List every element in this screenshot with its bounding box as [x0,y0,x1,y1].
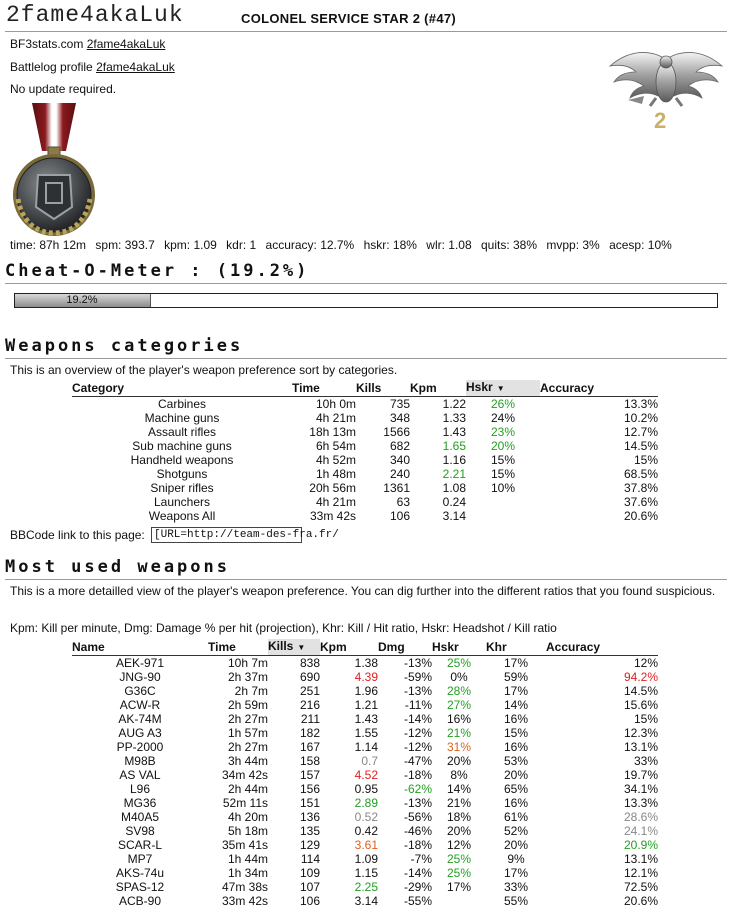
weapon-hskr: 25% [446,656,472,670]
weapon-kpm: 4.39 [354,670,378,684]
category-name: Weapons All [148,509,216,523]
weapon-time: 2h 27m [227,740,268,754]
category-accuracy: 68.5% [623,467,658,481]
weapon-time: 4h 20m [227,810,268,824]
weapon-name: PP-2000 [116,740,164,754]
summary-stats [10,238,678,252]
weapon-time: 2h 44m [227,782,268,796]
weapon-kpm: 3.14 [354,894,378,908]
weapon-kills: 114 [300,852,320,866]
weapon-hskr: 25% [446,866,472,880]
stat-accuracy: accuracy: 12.7% [265,238,355,252]
weapon-hskr [432,894,486,908]
weapon-time: 1h 57m [227,726,268,740]
weapon-kills: 157 [299,768,320,782]
category-kills: 348 [389,411,410,425]
weapon-kills: 182 [299,726,320,740]
weapon-row [72,656,658,671]
weapon-dmg: -47% [403,754,432,768]
weapon-accuracy: 28.6% [623,810,658,824]
category-time: 18h 13m [309,425,356,439]
weapon-kpm: 1.14 [354,740,378,754]
weapon-kpm: 0.42 [354,824,378,838]
category-hskr: 24% [490,411,516,425]
weapon-time: 34m 42s [221,768,268,782]
weapon-kpm: 0.95 [354,782,378,796]
category-kills: 735 [389,397,410,411]
weapon-row [72,768,658,782]
category-kpm: 1.16 [442,453,466,467]
category-accuracy: 37.8% [623,481,658,495]
category-row [72,411,658,425]
cheat-meter-bar [14,293,718,308]
weapon-name: MG36 [123,796,157,810]
col-accuracy[interactable]: Accuracy [546,639,658,656]
weapon-accuracy: 13.1% [623,740,658,754]
weapon-hskr: 21% [446,726,472,740]
stat-kdr: kdr: 1 [226,238,257,252]
weapon-row [72,838,658,852]
battlelog-link[interactable]: 2fame4akaLuk [96,60,175,74]
weapon-kills: 136 [299,810,320,824]
rank-title: COLONEL SERVICE STAR 2 (#47) [241,11,457,26]
weapon-kpm: 1.38 [354,656,378,670]
weapon-khr: 52% [503,824,529,838]
category-kpm: 1.65 [442,439,466,453]
category-row [72,425,658,439]
weapon-kills: 216 [299,698,320,712]
weapon-khr: 17% [503,866,529,880]
weapon-name: SPAS-12 [115,880,165,894]
weapon-dmg: -13% [403,796,432,810]
weapon-dmg: -56% [403,810,432,824]
weapon-accuracy: 13.1% [623,852,658,866]
weapon-kills: 109 [299,866,320,880]
category-kills: 1566 [383,425,410,439]
weapon-hskr: 21% [446,796,472,810]
weapon-dmg: -14% [403,866,432,880]
weapon-row [72,740,658,754]
category-accuracy: 15% [633,453,658,467]
category-name: Carbines [157,397,207,411]
category-accuracy: 10.2% [623,411,658,425]
weapon-name: SCAR-L [117,838,162,852]
category-accuracy: 12.7% [623,425,658,439]
weapon-hskr: 8% [450,768,468,782]
weapon-khr: 15% [503,726,529,740]
weapon-khr: 20% [503,838,529,852]
col-kills[interactable] [268,639,320,656]
weapon-row [72,866,658,880]
most-used-table [72,639,658,908]
weapon-row [72,880,658,894]
stat-kpm: kpm: 1.09 [164,238,217,252]
weapon-accuracy: 94.2% [623,670,658,684]
weapon-dmg: -29% [403,880,432,894]
sort-caret-icon: ▼ [297,643,306,652]
weapon-time: 35m 41s [221,838,268,852]
category-hskr: 15% [490,467,516,481]
weapon-row [72,754,658,768]
weapon-accuracy: 12.1% [623,866,658,880]
weapon-name: SV98 [125,824,155,838]
category-accuracy: 37.6% [623,495,658,509]
weapon-time: 2h 37m [227,670,268,684]
category-row [72,467,658,481]
weapon-accuracy: 24.1% [623,824,658,838]
weapon-hskr: 27% [446,698,472,712]
battlelog-line [10,60,175,74]
weapon-kpm: 1.09 [354,852,378,866]
col-category[interactable]: Category [72,380,177,397]
weapon-row [72,824,658,838]
weapons-header-row [72,639,658,656]
category-accuracy: 14.5% [623,439,658,453]
weapon-hskr: 12% [446,838,472,852]
weapon-khr: 16% [503,796,529,810]
weapon-khr: 17% [503,656,529,670]
col-name[interactable]: Name [72,639,142,656]
weapon-accuracy: 13.3% [623,796,658,810]
weapon-row [72,796,658,810]
category-kpm: 0.24 [442,495,466,509]
category-row [72,495,658,509]
weapon-row [72,782,658,796]
weapon-dmg: -55% [403,894,432,908]
category-row [72,481,658,495]
category-name: Launchers [153,495,211,509]
weapon-row [72,810,658,824]
weapon-khr: 59% [503,670,529,684]
category-time: 10h 0m [315,397,356,411]
weapon-row [72,726,658,740]
category-kpm: 1.22 [442,397,466,411]
weapon-kpm: 4.52 [354,768,378,782]
weapon-row [72,712,658,726]
weapon-time: 52m 11s [222,796,268,810]
weapon-khr: 16% [503,740,529,754]
header-divider [5,31,727,32]
weapon-accuracy: 72.5% [623,880,658,894]
category-kills: 106 [389,509,410,523]
weapon-row [72,698,658,712]
most-used-legend: Kpm: Kill per minute, Dmg: Damage % per hit (projection), Khr: Kill / Hit ratio, Hskr: Headshot / Kill ratio [10,621,557,635]
weapon-accuracy: 19.7% [623,768,658,782]
weapon-kpm: 1.21 [354,698,378,712]
weapon-accuracy: 33% [633,754,658,768]
stat-hskr: hskr: 18% [363,238,417,252]
weapon-dmg: -59% [403,670,432,684]
category-name: Handheld weapons [130,453,234,467]
category-time: 4h 21m [315,495,356,509]
weapons-categories-description: This is an overview of the player's weapon preference sort by categories. [10,363,398,377]
bf3stats-line [10,37,165,51]
weapon-kills: 151 [299,796,320,810]
weapon-khr: 53% [503,754,529,768]
col-khr[interactable]: Khr [486,639,546,656]
category-row [72,397,658,412]
weapon-kpm: 1.55 [354,726,378,740]
stat-time: time: 87h 12m [10,238,87,252]
most-used-divider [5,579,727,580]
category-kpm: 1.33 [442,411,466,425]
weapon-kills: 690 [299,670,320,684]
category-kills: 63 [396,495,410,509]
category-time: 20h 56m [309,481,356,495]
category-time: 33m 42s [309,509,356,523]
weapon-name: AEK-971 [115,656,165,670]
weapon-khr: 16% [503,712,529,726]
col-hskr-label: Hskr [466,380,493,394]
weapon-name: AS VAL [119,768,161,782]
stat-acesp: acesp: 10% [609,238,672,252]
weapon-kills: 135 [299,824,320,838]
category-name: Sniper rifles [150,481,214,495]
weapon-row [72,684,658,698]
weapon-kpm: 3.61 [354,838,378,852]
weapon-accuracy: 34.1% [623,782,658,796]
weapon-name: G36C [124,684,156,698]
weapon-dmg: -12% [403,740,432,754]
weapon-khr: 55% [503,894,529,908]
stat-quits: quits: 38% [480,238,538,252]
weapon-hskr: 16% [446,712,472,726]
sort-caret-icon: ▼ [496,384,505,393]
weapon-name: AUG A3 [118,726,162,740]
weapon-dmg: -7% [410,852,432,866]
weapon-accuracy: 12% [633,656,658,670]
weapon-kills: 107 [299,880,320,894]
category-row [72,439,658,453]
category-kills: 240 [389,467,410,481]
weapon-khr: 9% [507,852,525,866]
stat-spm: spm: 393.7 [95,238,155,252]
weapon-khr: 65% [503,782,529,796]
update-status: No update required. [10,82,117,96]
category-name: Machine guns [144,411,220,425]
weapon-time: 2h 27m [227,712,268,726]
category-kpm: 3.14 [442,509,466,523]
weapon-kpm: 1.43 [354,712,378,726]
service-medal-icon [8,103,100,237]
col-kills[interactable]: Kills [356,380,410,397]
bf3stats-link[interactable]: 2fame4akaLuk [86,37,166,51]
weapon-accuracy: 14.5% [623,684,658,698]
category-name: Assault rifles [147,425,217,439]
weapon-dmg: -14% [403,712,432,726]
weapon-time: 47m 38s [221,880,268,894]
most-used-description: This is a more detailled view of the player's weapon preference. You can dig further into the different ratios that you found suspicious. [10,584,716,598]
category-hskr [466,495,540,509]
col-dmg[interactable]: Dmg [378,639,432,656]
weapon-hskr: 25% [446,852,472,866]
bbcode-label: BBCode link to this page: [10,528,145,542]
weapon-name: ACB-90 [118,894,162,908]
weapon-row [72,670,658,684]
weapon-kills: 158 [299,754,320,768]
weapon-dmg: -13% [403,684,432,698]
weapon-time: 2h 7m [234,684,268,698]
category-kills: 1361 [383,481,410,495]
weapon-hskr: 0% [450,670,468,684]
cheat-meter-title: Cheat-O-Meter : (19.2%) [5,261,310,281]
weapon-kills: 129 [299,838,320,852]
category-kpm: 2.21 [442,467,466,481]
category-time: 4h 21m [315,411,356,425]
category-hskr [466,509,540,523]
weapon-dmg: -18% [403,838,432,852]
weapon-time: 33m 42s [221,894,268,908]
weapon-dmg: -46% [403,824,432,838]
weapon-hskr: 31% [446,740,472,754]
most-used-title: Most used weapons [5,557,230,577]
weapon-khr: 33% [503,880,529,894]
weapon-dmg: -62% [403,782,432,796]
weapon-kills: 251 [299,684,320,698]
col-kpm[interactable]: Kpm [410,380,466,397]
weapon-hskr: 18% [446,810,472,824]
col-time[interactable]: Time [208,639,268,656]
col-accuracy[interactable]: Accuracy [540,380,658,397]
weapon-kpm: 1.96 [354,684,378,698]
weapon-name: AKS-74u [115,866,165,880]
category-name: Shotguns [156,467,208,481]
category-row [72,509,658,523]
weapon-accuracy: 12.3% [623,726,658,740]
weapons-categories-title: Weapons categories [5,336,244,356]
weapon-khr: 14% [503,698,529,712]
weapon-hskr: 20% [446,824,472,838]
weapon-khr: 61% [503,810,529,824]
stat-mvpp: mvpp: 3% [546,238,600,252]
category-hskr: 20% [490,439,516,453]
weapon-time: 2h 59m [227,698,268,712]
bf3stats-label: BF3stats.com [10,37,84,51]
weapon-kills: 156 [299,782,320,796]
weapon-name: M40A5 [120,810,160,824]
rank-star-number: 2 [654,108,667,133]
categories-header-row [72,380,658,397]
weapons-categories-divider [5,358,727,359]
weapon-hskr: 17% [446,880,472,894]
weapon-khr: 17% [503,684,529,698]
weapon-name: ACW-R [119,698,161,712]
weapon-accuracy: 20.6% [623,894,658,908]
weapon-time: 10h 7m [227,656,268,670]
weapon-khr: 20% [503,768,529,782]
category-hskr: 15% [490,453,516,467]
cheat-meter-divider [5,283,727,284]
weapon-name: MP7 [127,852,153,866]
weapon-name: JNG-90 [119,670,161,684]
category-time: 1h 48m [315,467,356,481]
weapon-time: 1h 44m [227,852,268,866]
weapon-dmg: -12% [403,726,432,740]
weapon-hskr: 14% [446,782,472,796]
category-kills: 340 [389,453,410,467]
col-kpm[interactable]: Kpm [320,639,378,656]
weapon-time: 3h 44m [227,754,268,768]
category-kills: 682 [389,439,410,453]
weapon-time: 1h 34m [227,866,268,880]
bbcode-input[interactable]: [URL=http://team-des-fra.fr/ [151,527,302,543]
weapon-kpm: 0.7 [361,754,378,768]
weapon-kpm: 2.89 [354,796,378,810]
weapon-hskr: 20% [446,754,472,768]
col-hskr[interactable] [466,380,540,397]
category-time: 6h 54m [315,439,356,453]
weapon-hskr: 28% [446,684,472,698]
category-kpm: 1.08 [442,481,466,495]
category-hskr: 23% [490,425,516,439]
category-hskr: 26% [490,397,516,411]
weapon-kpm: 1.15 [354,866,378,880]
col-hskr[interactable]: Hskr [432,639,486,656]
weapon-accuracy: 20.9% [623,838,658,852]
category-time: 4h 52m [315,453,356,467]
stat-wlr: wlr: 1.08 [426,238,472,252]
category-name: Sub machine guns [132,439,232,453]
weapon-time: 5h 18m [227,824,268,838]
weapon-kpm: 0.52 [354,810,378,824]
col-kills-label: Kills [268,639,294,653]
weapon-dmg: -18% [403,768,432,782]
weapon-kills: 167 [299,740,320,754]
category-accuracy: 13.3% [623,397,658,411]
weapon-name: M98B [124,754,156,768]
weapon-accuracy: 15.6% [623,698,658,712]
col-time[interactable]: Time [292,380,356,397]
weapon-dmg: -13% [403,656,432,670]
weapon-accuracy: 15% [633,712,658,726]
weapon-row [72,894,658,908]
weapon-name: L96 [129,782,151,796]
weapon-name: AK-74M [118,712,162,726]
category-accuracy: 20.6% [623,509,658,523]
category-hskr: 10% [490,481,516,495]
battlelog-label: Battlelog profile [10,60,93,74]
weapons-categories-table [72,380,658,523]
weapon-kills: 838 [299,656,320,670]
weapon-kills: 106 [299,894,320,908]
weapon-dmg: -11% [404,698,432,712]
category-kpm: 1.43 [442,425,466,439]
player-name: 2fame4akaLuk [6,2,184,28]
weapon-kpm: 2.25 [354,880,378,894]
cheat-meter-value: 19.2% [66,294,98,306]
category-row [72,453,658,467]
weapon-kills: 211 [300,712,320,726]
weapon-row [72,852,658,866]
